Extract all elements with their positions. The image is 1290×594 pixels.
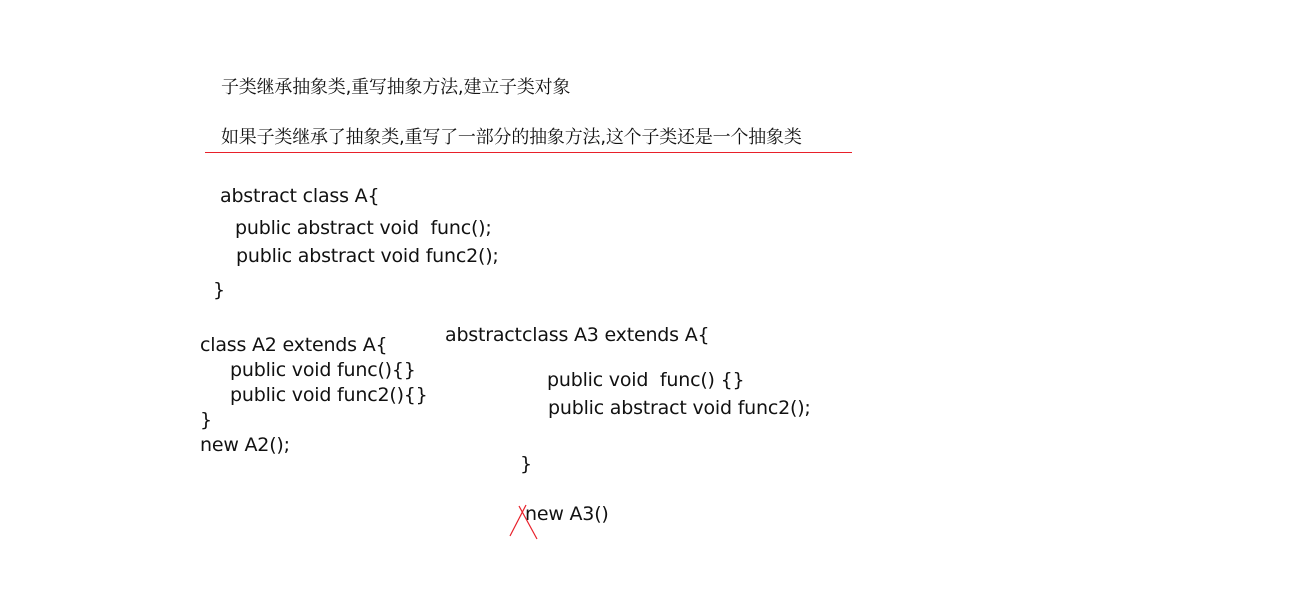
class-a3-abstract-keyword: abstract — [445, 324, 522, 346]
class-a3-method-func2: public abstract void func2(); — [548, 397, 811, 419]
class-a-header: abstract class A{ — [220, 185, 380, 207]
class-a-method-func: public abstract void func(); — [235, 217, 492, 239]
class-a2-instantiate: new A2(); — [200, 434, 290, 456]
class-a-close: } — [213, 279, 225, 301]
red-underline — [205, 152, 852, 153]
class-a3-instantiate: new A3() — [525, 503, 609, 525]
note-line-2: 如果子类继承了抽象类,重写了一部分的抽象方法,这个子类还是一个抽象类 — [221, 127, 802, 148]
class-a3-close: } — [520, 453, 532, 475]
note-line-1: 子类继承抽象类,重写抽象方法,建立子类对象 — [221, 77, 571, 98]
class-a3-header: class A3 extends A{ — [522, 324, 710, 346]
red-cross-mark-icon — [506, 502, 540, 540]
class-a2-method-func2: public void func2(){} — [230, 384, 428, 406]
class-a2-header: class A2 extends A{ — [200, 334, 388, 356]
class-a-method-func2: public abstract void func2(); — [236, 245, 499, 267]
class-a3-method-func: public void func() {} — [547, 369, 745, 391]
class-a2-close: } — [200, 409, 212, 431]
class-a2-method-func: public void func(){} — [230, 359, 416, 381]
